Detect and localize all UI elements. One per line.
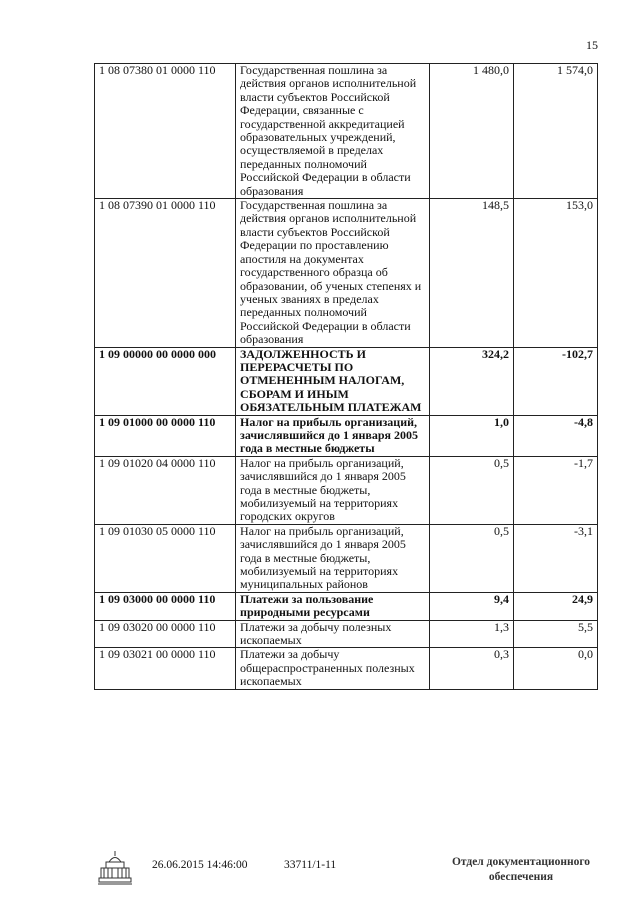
- page-number: 15: [586, 38, 598, 52]
- revenue-table: [94, 63, 598, 690]
- row-code: 1 08 07380 01 0000 110: [95, 64, 236, 199]
- row-name: Государственная пошлина за действия органов исполнительной власти субъектов Российской Федерации по проставлению апостиля на документах государственного образца об образовании, об ученых степенях и ученых званиях в пределах переданных полномочий Российской Федерации в области образования: [236, 199, 430, 347]
- row-name: Платежи за пользование природными ресурсами: [236, 592, 430, 620]
- row-value-2015: -1,7: [513, 456, 597, 524]
- table-row: [95, 620, 598, 648]
- row-value-2014: 9,4: [429, 592, 513, 620]
- table-row: [95, 347, 598, 415]
- department-stamp: [436, 855, 606, 885]
- row-value-2015: 24,9: [513, 592, 597, 620]
- department-stamp-line2: обеспечения: [488, 871, 554, 883]
- row-value-2014: 1,0: [429, 415, 513, 456]
- row-name: ЗАДОЛЖЕННОСТЬ И ПЕРЕРАСЧЕТЫ ПО ОТМЕНЕННЫМ НАЛОГАМ, СБОРАМ И ИНЫМ ОБЯЗАТЕЛЬНЫМ ПЛАТЕЖАМ: [236, 347, 430, 415]
- row-value-2014: 0,3: [429, 648, 513, 689]
- row-value-2015: -3,1: [513, 524, 597, 592]
- row-name: Государственная пошлина за действия органов исполнительной власти субъектов Российской Федерации, связанные с государственной аккредитацией образовательных учреждений, осуществляемой в пределах переданных полномочий Российской Федерации в области образования: [236, 64, 430, 199]
- row-code: 1 08 07390 01 0000 110: [95, 199, 236, 347]
- row-code: 1 09 01000 00 0000 110: [95, 415, 236, 456]
- department-stamp-line1: Отдел документационного: [451, 856, 591, 868]
- table-row: [95, 524, 598, 592]
- row-name: Налог на прибыль организаций, зачислявшийся до 1 января 2005 года в местные бюджеты, мобилизуемый на территориях городских округов: [236, 456, 430, 524]
- row-name: Налог на прибыль организаций, зачислявшийся до 1 января 2005 года в местные бюджеты, мобилизуемый на территориях муниципальных районов: [236, 524, 430, 592]
- duma-building-icon: [97, 848, 133, 888]
- table-row: [95, 199, 598, 347]
- row-value-2015: 1 574,0: [513, 64, 597, 199]
- table-row: [95, 64, 598, 199]
- row-value-2015: 153,0: [513, 199, 597, 347]
- row-code: 1 09 03000 00 0000 110: [95, 592, 236, 620]
- row-value-2015: 5,5: [513, 620, 597, 648]
- row-name: Платежи за добычу общераспространенных полезных ископаемых: [236, 648, 430, 689]
- table-row: [95, 456, 598, 524]
- table-row: [95, 415, 598, 456]
- row-value-2015: -102,7: [513, 347, 597, 415]
- row-code: 1 09 03021 00 0000 110: [95, 648, 236, 689]
- row-code: 1 09 00000 00 0000 000: [95, 347, 236, 415]
- table-row: [95, 592, 598, 620]
- row-value-2015: 0,0: [513, 648, 597, 689]
- row-code: 1 09 01030 05 0000 110: [95, 524, 236, 592]
- row-name: Налог на прибыль организаций, зачислявшийся до 1 января 2005 года в местные бюджеты: [236, 415, 430, 456]
- row-value-2015: -4,8: [513, 415, 597, 456]
- row-code: 1 09 03020 00 0000 110: [95, 620, 236, 648]
- row-value-2014: 1 480,0: [429, 64, 513, 199]
- row-code: 1 09 01020 04 0000 110: [95, 456, 236, 524]
- table-row: [95, 648, 598, 689]
- row-value-2014: 0,5: [429, 524, 513, 592]
- row-value-2014: 1,3: [429, 620, 513, 648]
- row-value-2014: 148,5: [429, 199, 513, 347]
- footer-datetime: 26.06.2015 14:46:00: [152, 859, 248, 871]
- row-name: Платежи за добычу полезных ископаемых: [236, 620, 430, 648]
- row-value-2014: 324,2: [429, 347, 513, 415]
- row-value-2014: 0,5: [429, 456, 513, 524]
- footer-doc-number: 33711/1-11: [284, 859, 337, 871]
